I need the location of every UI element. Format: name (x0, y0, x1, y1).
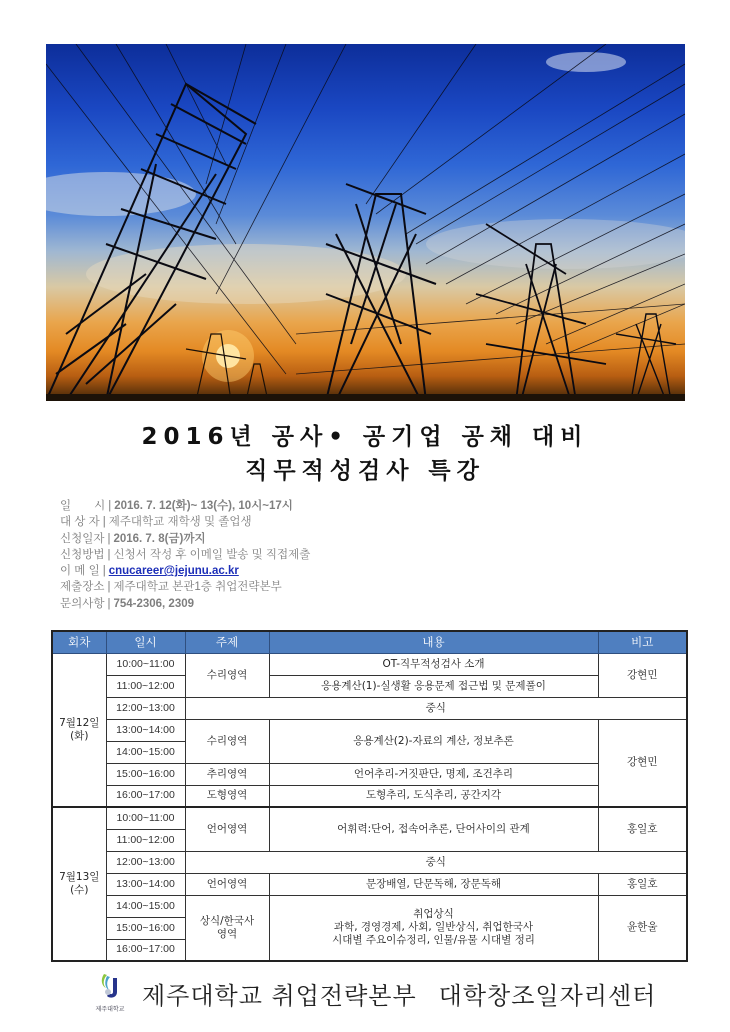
content-cell: 취업상식 과학, 경영경제, 사회, 일반상식, 취업한국사 시대별 주요이슈정리, 인물/유물 시대별 정리 (269, 895, 598, 961)
event-title-line2: 직무적성검사 특강 (245, 458, 485, 484)
time-cell: 15:00~16:00 (106, 917, 185, 939)
table-row (52, 697, 687, 719)
time-cell: 12:00~13:00 (106, 697, 185, 719)
event-info-list (60, 498, 310, 612)
content-cell: 도형추리, 도식추리, 공간지각 (269, 785, 598, 807)
time-cell: 11:00~12:00 (106, 829, 185, 851)
instructor-cell: 윤한울 (598, 895, 687, 961)
instructor-cell: 홍일호 (598, 807, 687, 851)
info-value: 제주대학교 재학생 및 졸업생 (108, 516, 252, 529)
info-row-location: 제출장소 | 제주대학교 본관1층 취업전략본부 (60, 581, 282, 594)
info-value: 신청서 작성 후 이메일 발송 및 직접제출 (113, 548, 311, 561)
info-label: 문의사항 (60, 597, 105, 610)
time-cell: 13:00~14:00 (106, 873, 185, 895)
time-cell: 10:00~11:00 (106, 653, 185, 675)
time-cell: 13:00~14:00 (106, 719, 185, 741)
col-header-time: 일시 (106, 631, 185, 653)
info-value: 754-2306, 2309 (113, 597, 195, 610)
info-label: 이 메 일 (60, 565, 100, 578)
info-row-date: 일 시 | 2016. 7. 12(화)~ 13(수), 10시~17시 (60, 500, 293, 512)
day2-date-cell: 7월13일 (수) (52, 807, 106, 961)
topic-cell: 수리영역 (185, 653, 269, 697)
info-row-contact: 문의사항 | 754-2306, 2309 (60, 597, 195, 610)
time-cell: 14:00~15:00 (106, 895, 185, 917)
instructor-cell: 강현민 (598, 719, 687, 807)
time-cell: 16:00~17:00 (106, 785, 185, 807)
topic-cell: 언어영역 (185, 807, 269, 851)
info-row-email: 이 메 일 | cnucareer@jejunu.ac.kr (60, 565, 239, 578)
topic-cell: 수리영역 (185, 719, 269, 763)
info-label: 신청방법 (60, 548, 105, 561)
footer (88, 968, 656, 1018)
topic-cell: 추리영역 (185, 763, 269, 785)
table-row (52, 763, 687, 785)
col-header-session: 회차 (52, 631, 106, 653)
info-value: 2016. 7. 12(화)~ 13(수), 10시~17시 (114, 500, 293, 512)
info-label: 대 상 자 (60, 516, 100, 529)
time-cell: 15:00~16:00 (106, 763, 185, 785)
table-row (52, 895, 687, 917)
info-row-method: 신청방법 | 신청서 작성 후 이메일 발송 및 직접제출 (60, 548, 311, 561)
info-label: 제출장소 (60, 581, 105, 594)
jeju-university-logo (88, 970, 132, 1016)
table-row (52, 851, 687, 873)
event-title-line1: 2016년 공사• 공기업 공채 대비 (141, 424, 589, 450)
lunch-cell: 중식 (185, 851, 687, 873)
info-label: 신청일자 (60, 532, 105, 545)
instructor-cell: 홍일호 (598, 873, 687, 895)
info-value: 제주대학교 본관1층 취업전략본부 (113, 581, 282, 594)
schedule-table (51, 630, 688, 962)
table-row (52, 719, 687, 741)
topic-cell: 상식/한국사 영역 (185, 895, 269, 961)
content-cell: 응용계산(2)-자료의 계산, 정보추론 (269, 719, 598, 763)
col-header-topic: 주제 (185, 631, 269, 653)
time-cell: 12:00~13:00 (106, 851, 185, 873)
org-name-job-center: 대학창조일자리센터 (438, 981, 657, 1010)
org-name-career-center: 제주대학교 취업전략본부 (142, 981, 417, 1010)
time-cell: 14:00~15:00 (106, 741, 185, 763)
info-value: 2016. 7. 8(금)까지 (113, 532, 206, 545)
hero-photo-power-towers (46, 44, 685, 401)
info-row-deadline: 신청일자 | 2016. 7. 8(금)까지 (60, 532, 206, 545)
logo-caption: 제주대학교 (95, 1006, 125, 1013)
content-cell: 언어추리-거짓판단, 명제, 조건추리 (269, 763, 598, 785)
email-link[interactable]: cnucareer@jejunu.ac.kr (108, 565, 239, 578)
topic-cell: 도형영역 (185, 785, 269, 807)
table-header-row (52, 631, 687, 653)
content-cell: 문장배열, 단문독해, 장문독해 (269, 873, 598, 895)
table-row (52, 873, 687, 895)
topic-cell: 언어영역 (185, 873, 269, 895)
col-header-note: 비고 (598, 631, 687, 653)
col-header-content: 내용 (269, 631, 598, 653)
table-row (52, 807, 687, 829)
info-label: 일 시 (60, 500, 106, 512)
university-emblem-icon (98, 972, 122, 1002)
content-cell: 어휘력:단어, 접속어추론, 단어사이의 관계 (269, 807, 598, 851)
time-cell: 11:00~12:00 (106, 675, 185, 697)
table-row (52, 675, 687, 697)
lunch-cell: 중식 (185, 697, 687, 719)
content-cell: 응용계산(1)-실생활 응용문제 접근법 및 문제풀이 (269, 675, 598, 697)
info-row-target: 대 상 자 | 제주대학교 재학생 및 졸업생 (60, 516, 252, 529)
content-cell: OT-직무적성검사 소개 (269, 653, 598, 675)
day1-date-cell: 7월12일 (화) (52, 653, 106, 807)
power-tower-illustration (46, 44, 685, 401)
time-cell: 10:00~11:00 (106, 807, 185, 829)
table-row (52, 653, 687, 675)
instructor-cell: 강현민 (598, 653, 687, 697)
table-row (52, 785, 687, 807)
time-cell: 16:00~17:00 (106, 939, 185, 961)
